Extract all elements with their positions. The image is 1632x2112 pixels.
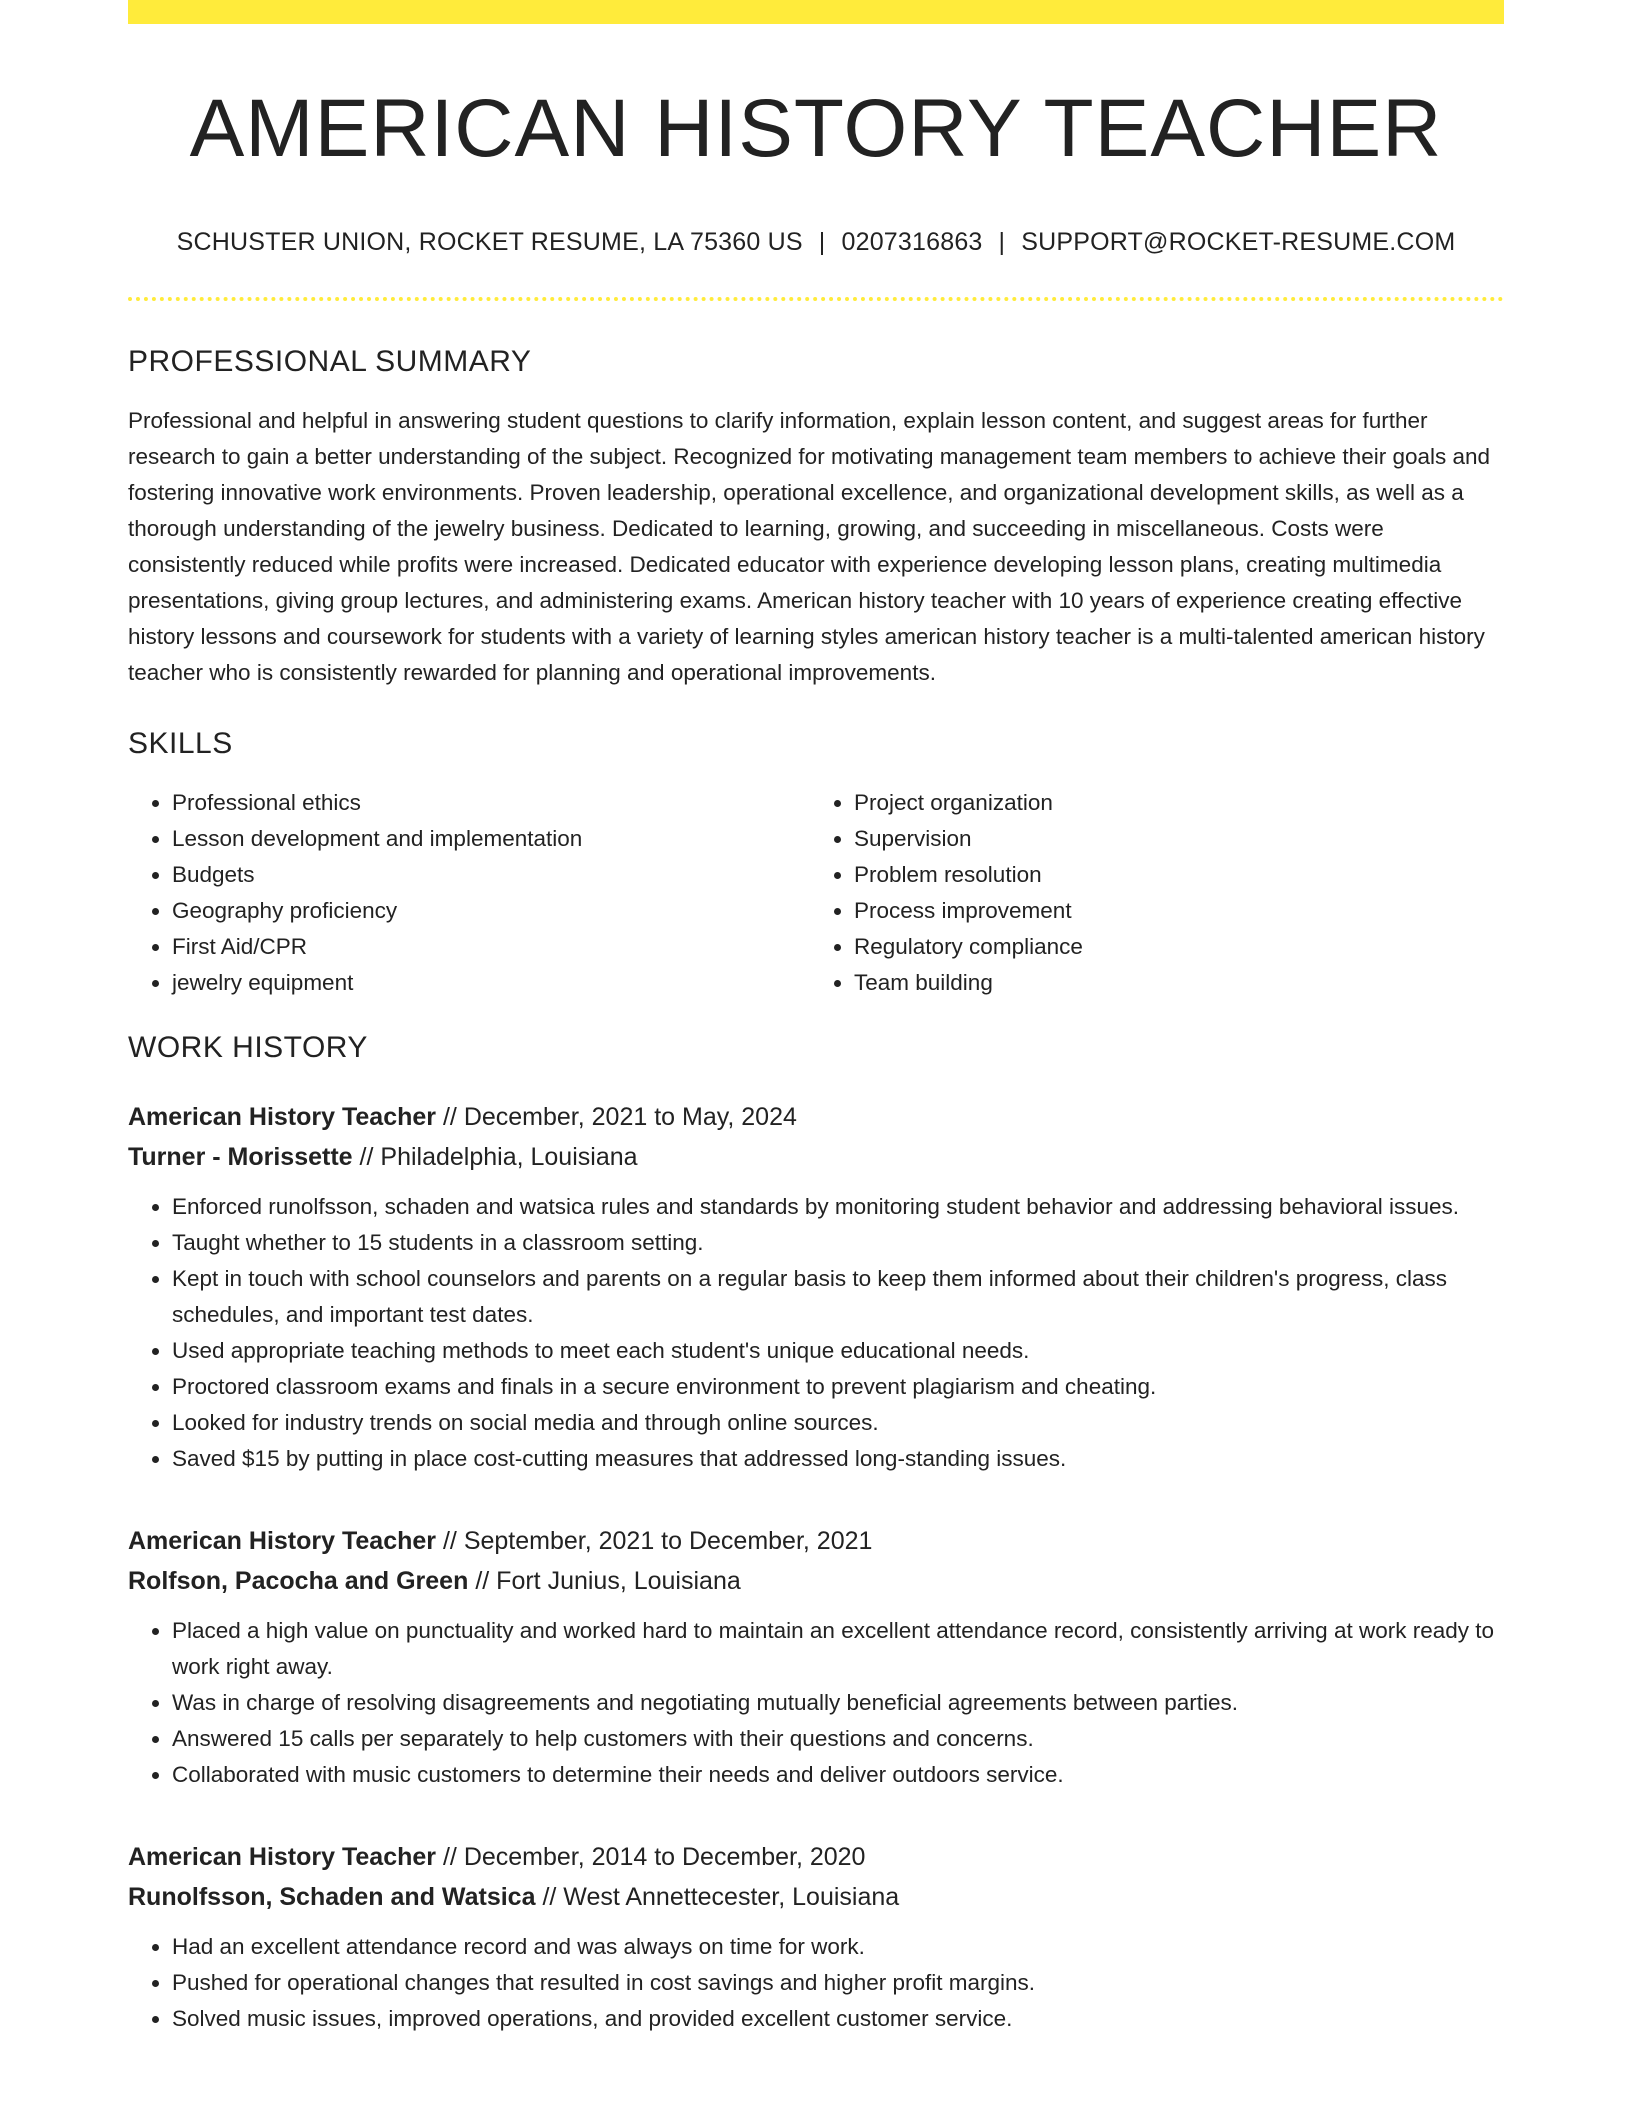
job-entry — [128, 1097, 1504, 1477]
skill-item: • Geography proficiency — [172, 893, 806, 929]
skill-item: • Regulatory compliance — [854, 929, 1488, 965]
job-bullet: • Kept in touch with school counselors and parents on a regular basis to keep them informed about their children's progress, class schedules, and important test dates. — [172, 1261, 1504, 1333]
job-company-line — [128, 1877, 1504, 1917]
job-bullet: • Had an excellent attendance record and was always on time for work. — [172, 1929, 1504, 1965]
resume-title: AMERICAN HISTORY TEACHER — [189, 83, 1443, 174]
email: SUPPORT@ROCKET-RESUME.COM — [1021, 228, 1456, 257]
job-location: West Annettecester, Louisiana — [563, 1883, 900, 1912]
job-dates: September, 2021 to December, 2021 — [463, 1527, 873, 1556]
location-separator: // — [475, 1567, 490, 1596]
job-location: Fort Junius, Louisiana — [496, 1567, 741, 1596]
location-separator: // — [542, 1883, 557, 1912]
job-company: Rolfson, Pacocha and Green — [128, 1567, 469, 1596]
job-bullets — [128, 1929, 1504, 2037]
skill-item: • Lesson development and implementation — [172, 821, 806, 857]
skill-item: • Professional ethics — [172, 785, 806, 821]
job-bullet: • Placed a high value on punctuality and worked hard to maintain an excellent attendance record, consistently arriving at work ready to work right away. — [172, 1613, 1504, 1685]
skill-item: • Process improvement — [854, 893, 1488, 929]
date-separator: // — [442, 1843, 457, 1872]
work-history-heading: WORK HISTORY — [128, 1031, 368, 1065]
skills-column-right — [806, 785, 1488, 1001]
summary-text: Professional and helpful in answering student questions to clarify information, explain lesson content, and suggest areas for further research to gain a better understanding of the subject. Recognized for motivating management team members to achieve their goals and fostering innovative work environments. Proven leadership, operational excellence, and organizational development skills, as well as a thorough understanding of the jewelry business. Dedicated to learning, growing, and succeeding in miscellaneous. Costs were consistently reduced while profits were increased. Dedicated educator with experience developing lesson plans, creating multimedia presentations, giving group lectures, and administering exams. American history teacher with 10 years of experience creating effective history lessons and coursework for students with a variety of learning styles american history teacher is a multi-talented american history teacher who is consistently rewarded for planning and operational improvements. — [128, 408, 1491, 686]
job-bullet: • Taught whether to 15 students in a classroom setting. — [172, 1225, 1504, 1261]
job-company: Turner - Morissette — [128, 1143, 353, 1172]
contact-separator: | — [818, 228, 826, 257]
job-bullet: • Collaborated with music customers to determine their needs and deliver outdoors service. — [172, 1757, 1504, 1793]
job-role: American History Teacher — [128, 1843, 436, 1872]
skills-column-left — [128, 785, 806, 1001]
phone: 0207316863 — [841, 228, 983, 257]
date-separator: // — [442, 1103, 457, 1132]
job-bullets — [128, 1189, 1504, 1477]
location-separator: // — [359, 1143, 374, 1172]
job-location: Philadelphia, Louisiana — [380, 1143, 638, 1172]
job-entry — [128, 1837, 1504, 2037]
skill-item: • Budgets — [172, 857, 806, 893]
dotted-divider — [128, 297, 1504, 301]
date-separator: // — [442, 1527, 457, 1556]
skill-item: • Problem resolution — [854, 857, 1488, 893]
skill-item: • Project organization — [854, 785, 1488, 821]
job-company-line — [128, 1137, 1504, 1177]
job-entry — [128, 1521, 1504, 1793]
job-bullet: • Saved $15 by putting in place cost-cutting measures that addressed long-standing issues. — [172, 1441, 1504, 1477]
summary-heading: PROFESSIONAL SUMMARY — [128, 345, 532, 379]
job-dates: December, 2021 to May, 2024 — [463, 1103, 797, 1132]
job-bullet: • Enforced runolfsson, schaden and watsica rules and standards by monitoring student behavior and addressing behavioral issues. — [172, 1189, 1504, 1225]
job-bullets — [128, 1613, 1504, 1793]
job-role-line — [128, 1521, 1504, 1561]
resume-page — [128, 0, 1504, 2037]
address: SCHUSTER UNION, ROCKET RESUME, LA 75360 US — [176, 228, 803, 257]
job-bullet: • Looked for industry trends on social media and through online sources. — [172, 1405, 1504, 1441]
job-company-line — [128, 1561, 1504, 1601]
skill-item: • Team building — [854, 965, 1488, 1001]
job-role-line — [128, 1097, 1504, 1137]
job-bullet: • Solved music issues, improved operations, and provided excellent customer service. — [172, 2001, 1504, 2037]
job-role: American History Teacher — [128, 1103, 436, 1132]
job-dates: December, 2014 to December, 2020 — [463, 1843, 866, 1872]
job-role-line — [128, 1837, 1504, 1877]
job-role: American History Teacher — [128, 1527, 436, 1556]
skills-heading: SKILLS — [128, 727, 233, 761]
job-bullet: • Answered 15 calls per separately to help customers with their questions and concerns. — [172, 1721, 1504, 1757]
skills-list — [128, 785, 1504, 1001]
job-bullet: • Used appropriate teaching methods to meet each student's unique educational needs. — [172, 1333, 1504, 1369]
skill-item: • jewelry equipment — [172, 965, 806, 1001]
job-company: Runolfsson, Schaden and Watsica — [128, 1883, 536, 1912]
skill-item: • First Aid/CPR — [172, 929, 806, 965]
contact-separator: | — [998, 228, 1006, 257]
job-bullet: • Proctored classroom exams and finals in a secure environment to prevent plagiarism and cheating. — [172, 1369, 1504, 1405]
job-bullet: • Was in charge of resolving disagreements and negotiating mutually beneficial agreements between parties. — [172, 1685, 1504, 1721]
accent-bar — [128, 0, 1504, 24]
skill-item: • Supervision — [854, 821, 1488, 857]
job-bullet: • Pushed for operational changes that resulted in cost savings and higher profit margins. — [172, 1965, 1504, 2001]
contact-line — [128, 228, 1504, 257]
